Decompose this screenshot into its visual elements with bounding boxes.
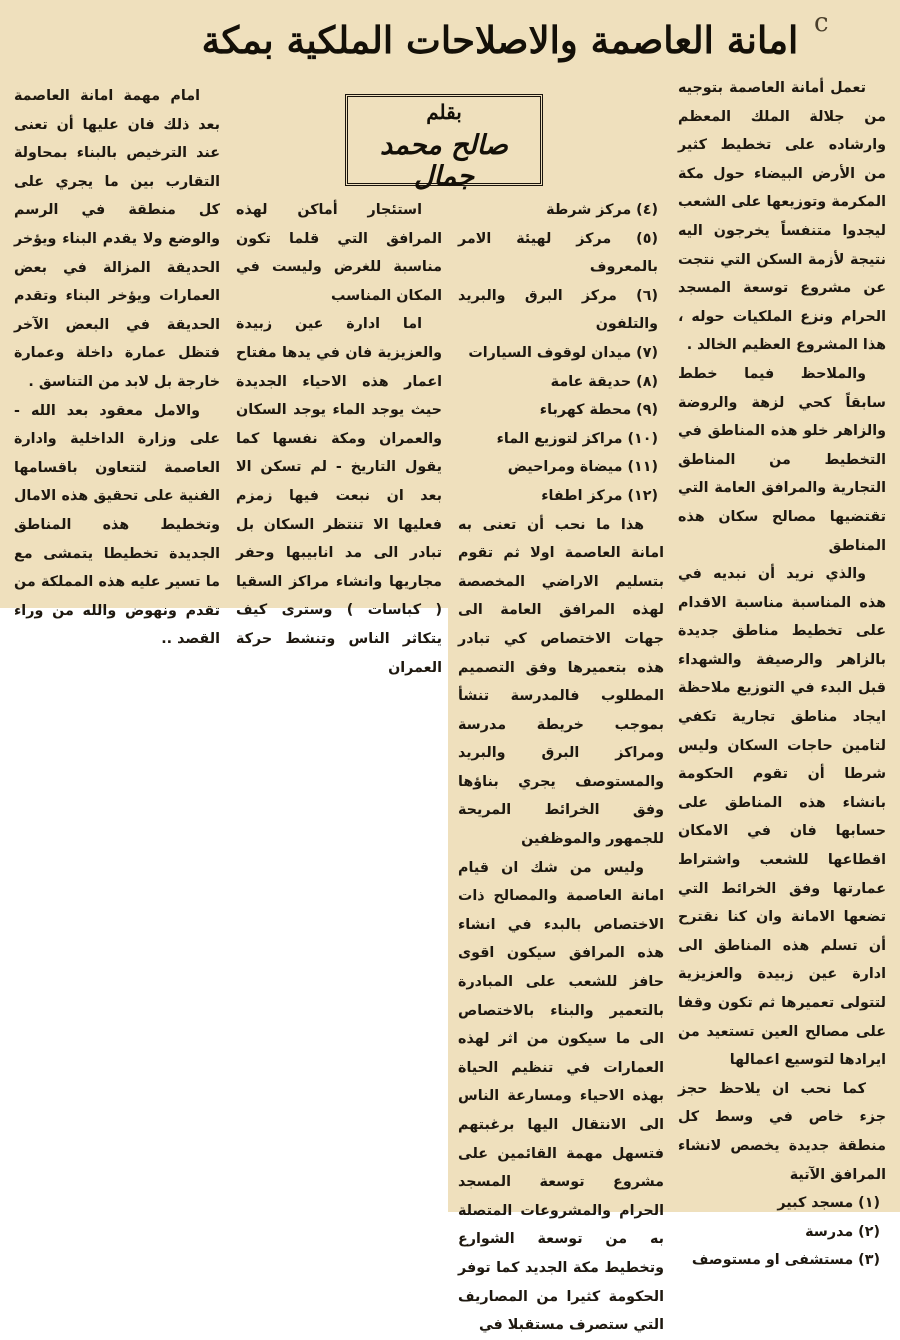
byline-label: بقلم xyxy=(426,100,462,124)
paragraph: والامل معقود بعد الله - على وزارة الداخلية وادارة العاصمة لتتعاون باقسامها الفنية على تحقيق هذه الامال وتخطيط هذه المناطق الجديدة تخطيطا يتمشى مع ما تسير عليه هذه المملكة من تقدم ونهوض والله من وراء القصد .. xyxy=(14,402,220,648)
paragraph: استئجار أماكن لهذه المرافق التي قلما تكون مناسبة للغرض وليست في المكان المناسب xyxy=(236,202,442,304)
article-column-3 xyxy=(236,196,442,682)
list-item: (٧) ميدان لوقوف السيارات xyxy=(468,344,658,361)
author-name: صالح محمد جمال xyxy=(380,130,508,192)
article-column-2 xyxy=(458,196,664,1340)
list-item: (١٢) مركز اطفاء xyxy=(541,487,658,504)
list-item: (٨) حديقة عامة xyxy=(550,373,658,390)
corner-pen-mark: c xyxy=(814,8,829,38)
paragraph: والذي نريد أن نبديه في هذه المناسبة مناسبة الاقدام على تخطيط مناطق جديدة بالزاهر والرصيفة والشهداء قبل البدء في التوزيع ملاحظة ايجاد مناطق تجارية تكفي لتامين حاجات السكان وليس شرطا أن تقوم الحكومة بانشاء هذه المناطق على حسابها فان في الامكان اقطاعها للشعب واشتراط عمارتها وفق الخرائط التي تضعها الامانة وان كنا نقترح أن تسلم هذه المناطق الى ادارة عين زبيدة والعزيزية لتتولى تعميرها ثم تكون وقفا على مصالح العين تستعيد من ايرادها لتوسيع اعمالها xyxy=(678,566,886,1069)
list-item: (٣) مستشفى او مستوصف xyxy=(691,1252,880,1269)
list-item: (٥) مركز لهيئة الامر بالمعروف xyxy=(458,230,658,276)
paragraph: وليس من شك ان قيام امانة العاصمة والمصالح ذات الاختصاص بالبدء في انشاء هذه المرافق سيكون اقوى حافز للشعب على المبادرة بالتعمير والبناء بالاختصاص الى ما سيكون من اثر لهذه العمارات في تنظيم الحياة بهذه الاحياء ومسارعة الناس الى الانتقال اليها برغبتهم فتسهل مهمة القائمين على مشروع توسعة المسجد الحرام والمشروعات المتصلة به من توسعة الشوارع وتخطيط مكة الجديد كما توفر الحكومة كثيرا من المصاريف التي ستصرف مستقبلا في xyxy=(458,859,664,1334)
paragraph: اما ادارة عين زبيدة والعزيزية فان في يدها مفتاح اعمار هذه الاحياء الجديدة حيث يوجد الماء يوجد السكان والعمران ومكة نفسها كما يقول التاريخ - لم تسكن الا بعد ان نبعت فيها زمزم فعليها الا تنتظر السكان بل تبادر الى مد انابيبها وحفر مجاريها وانشاء مراكز السقيا ( كباسات ) وسترى كيف يتكاثر الناس وتنشط حركة العمران xyxy=(236,316,442,676)
list-item: (٢) مدرسة xyxy=(805,1223,880,1240)
headline: امانة العاصمة والاصلاحات الملكية بمكة xyxy=(201,18,799,62)
list-item: (١) مسجد كبير xyxy=(777,1195,880,1212)
paragraph: كما نحب ان يلاحظ حجز جزء خاص في وسط كل منطقة جديدة يخصص لانشاء المرافق الآتية xyxy=(678,1080,886,1183)
list-item: (٦) مركز البرق والبريد والتلفون xyxy=(458,287,658,333)
list-item: (٩) محطة كهرباء xyxy=(539,402,658,419)
list-item: (٤) مركز شرطة xyxy=(546,202,658,218)
paragraph: امام مهمة امانة العاصمة بعد ذلك فان عليها أن تعنى عند الترخيص بالبناء بمحاولة التقارب بين ما يجري على كل منطقة في الرسم والوضع ولا يقدم البناء ويؤخر الحديقة المزالة في بعض العمارات ويؤخر البناء وتقدم الحديقة في البعض الآخر فتظل عمارة داخلة وعمارة خارجة بل لابد من التناسق . xyxy=(14,88,220,390)
article-column-1 xyxy=(678,74,886,1275)
paragraph: هذا ما نحب أن تعنى به امانة العاصمة اولا ثم تقوم بتسليم الاراضي المخصصة لهذه المرافق العامة الى جهات الاختصاص كي تبادر هذه بتعميرها وفق التصميم المطلوب فالمدرسة تنشأ بموجب خريطة مدرسة ومراكز البرق والبريد والمستوصف يجري بناؤها وفق الخرائط المريحة للجمهور والموظفين xyxy=(458,516,664,848)
article-column-4 xyxy=(14,82,220,654)
list-item: (١٠) مراكز لتوزيع الماء xyxy=(496,430,658,447)
paragraph: تعمل أمانة العاصمة بتوجيه من جلالة الملك المعظم وارشاده على تخطيط كثير من الأرض البيضاء حول مكة المكرمة وتوزيعها على الشعب ليجدوا متنفساً يخرجون اليه نتيجة لأزمة السكن التي نتجت عن مشروع توسعة المسجد الحرام ونزع الملكيات حوله ، هذا المشروع العظيم الخالد . xyxy=(678,80,886,354)
paragraph: والملاحظ فيما خطط سابقاً كحي لزهة والروضة والزاهر خلو هذه المناطق في التخطيط من المناطق التجارية والمرافق العامة التي تقتضيها مصالح سكان هذه المناطق xyxy=(678,365,886,554)
list-item: (١١) ميضاة ومراحيض xyxy=(507,459,658,476)
byline-box xyxy=(345,94,543,192)
